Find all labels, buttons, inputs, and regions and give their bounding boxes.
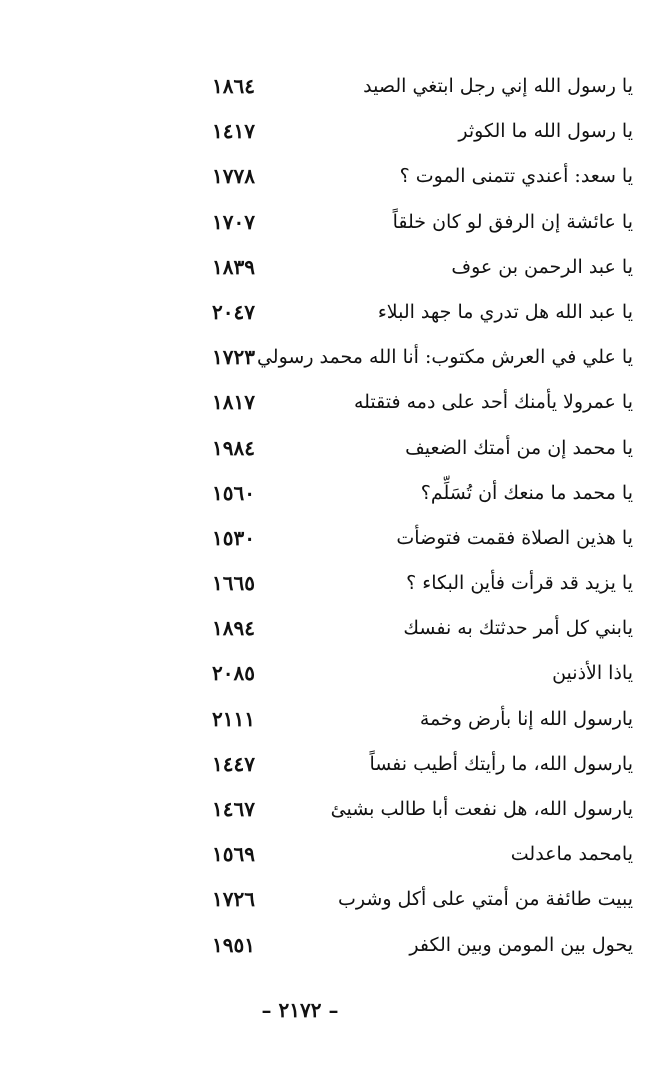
index-entry xyxy=(0,111,665,156)
entry-text: يا محمد ما منعك أن تُسَلِّم؟ xyxy=(420,481,633,504)
entry-page-number: ١٧٢٦ xyxy=(212,887,255,912)
index-entry xyxy=(0,292,665,337)
index-entry xyxy=(0,66,665,111)
hadith-index-list xyxy=(0,66,665,970)
entry-text: يا رسول الله إني رجل ابتغي الصيد xyxy=(363,75,633,97)
entry-text: يا رسول الله ما الكوثر xyxy=(458,120,633,143)
entry-text: يا عائشة إن الرفق لو كان خلقاً xyxy=(392,210,633,233)
entry-page-number: ١٨١٧ xyxy=(212,390,255,415)
entry-page-number: ١٤١٧ xyxy=(212,119,255,144)
entry-page-number: ٢٠٤٧ xyxy=(212,299,255,324)
entry-page-number: ١٨٦٤ xyxy=(212,74,255,98)
index-entry xyxy=(0,653,665,698)
index-entry xyxy=(0,563,665,608)
index-entry xyxy=(0,337,665,382)
entry-page-number: ١٩٥١ xyxy=(212,932,255,957)
index-entry xyxy=(0,247,665,292)
entry-page-number: ١٧٧٨ xyxy=(212,164,255,189)
entry-text: يا عبد الله هل تدري ما جهد البلاء xyxy=(377,300,633,323)
index-entry xyxy=(0,834,665,879)
entry-page-number: ١٤٦٧ xyxy=(212,797,255,821)
entry-text: ياذا الأذنين xyxy=(552,662,633,685)
entry-text: يابني كل أمر حدثتك به نفسك xyxy=(403,617,633,640)
entry-text: يا يزيد قد قرأت فأين البكاء ؟ xyxy=(406,572,633,595)
index-entry xyxy=(0,879,665,924)
entry-page-number: ١٥٦٩ xyxy=(212,842,255,867)
index-entry xyxy=(0,202,665,247)
entry-page-number: ٢١١١ xyxy=(212,706,255,731)
entry-page-number: ١٦٦٥ xyxy=(212,571,255,596)
index-entry xyxy=(0,925,665,970)
entry-text: يا عمرولا يأمنك أحد على دمه فتقتله xyxy=(353,391,633,414)
page-folio-number: – ٢١٧٢ – xyxy=(261,998,339,1022)
entry-page-number: ١٤٤٧ xyxy=(212,751,255,776)
index-entry xyxy=(0,699,665,744)
index-entry xyxy=(0,382,665,427)
entry-text: يارسول الله، ما رأيتك أطيب نفساً xyxy=(369,752,633,775)
index-entry xyxy=(0,473,665,518)
index-entry xyxy=(0,518,665,563)
entry-page-number: ١٧٢٣ xyxy=(212,345,255,370)
entry-page-number: ١٥٣٠ xyxy=(212,525,255,550)
entry-text: يارسول الله، هل نفعت أبا طالب بشيئ xyxy=(330,798,633,820)
entry-text: يا عبد الرحمن بن عوف xyxy=(451,255,633,278)
entry-page-number: ١٩٨٤ xyxy=(212,435,255,460)
entry-text: يحول بين المومن وبين الكفر xyxy=(409,933,633,956)
entry-page-number: ١٨٩٤ xyxy=(212,616,255,641)
entry-text: يبيت طائفة من أمتي على أكل وشرب xyxy=(338,888,633,911)
entry-text: يامحمد ماعدلت xyxy=(510,843,633,866)
entry-page-number: ٢٠٨٥ xyxy=(212,661,255,686)
entry-text: يا سعد: أعندي تتمنى الموت ؟ xyxy=(399,165,633,188)
entry-page-number: ١٧٠٧ xyxy=(212,209,255,234)
index-entry xyxy=(0,789,665,834)
index-entry xyxy=(0,156,665,201)
entry-text: يا علي في العرش مكتوب: أنا الله محمد رسولي xyxy=(256,346,633,369)
index-entry xyxy=(0,744,665,789)
entry-text: يا هذين الصلاة فقمت فتوضأت xyxy=(396,526,633,549)
index-entry xyxy=(0,428,665,473)
entry-text: يا محمد إن من أمتك الضعيف xyxy=(405,436,633,459)
entry-page-number: ١٥٦٠ xyxy=(212,480,255,505)
entry-page-number: ١٨٣٩ xyxy=(212,254,255,279)
index-entry xyxy=(0,608,665,653)
entry-text: يارسول الله إنا بأرض وخمة xyxy=(419,707,633,730)
